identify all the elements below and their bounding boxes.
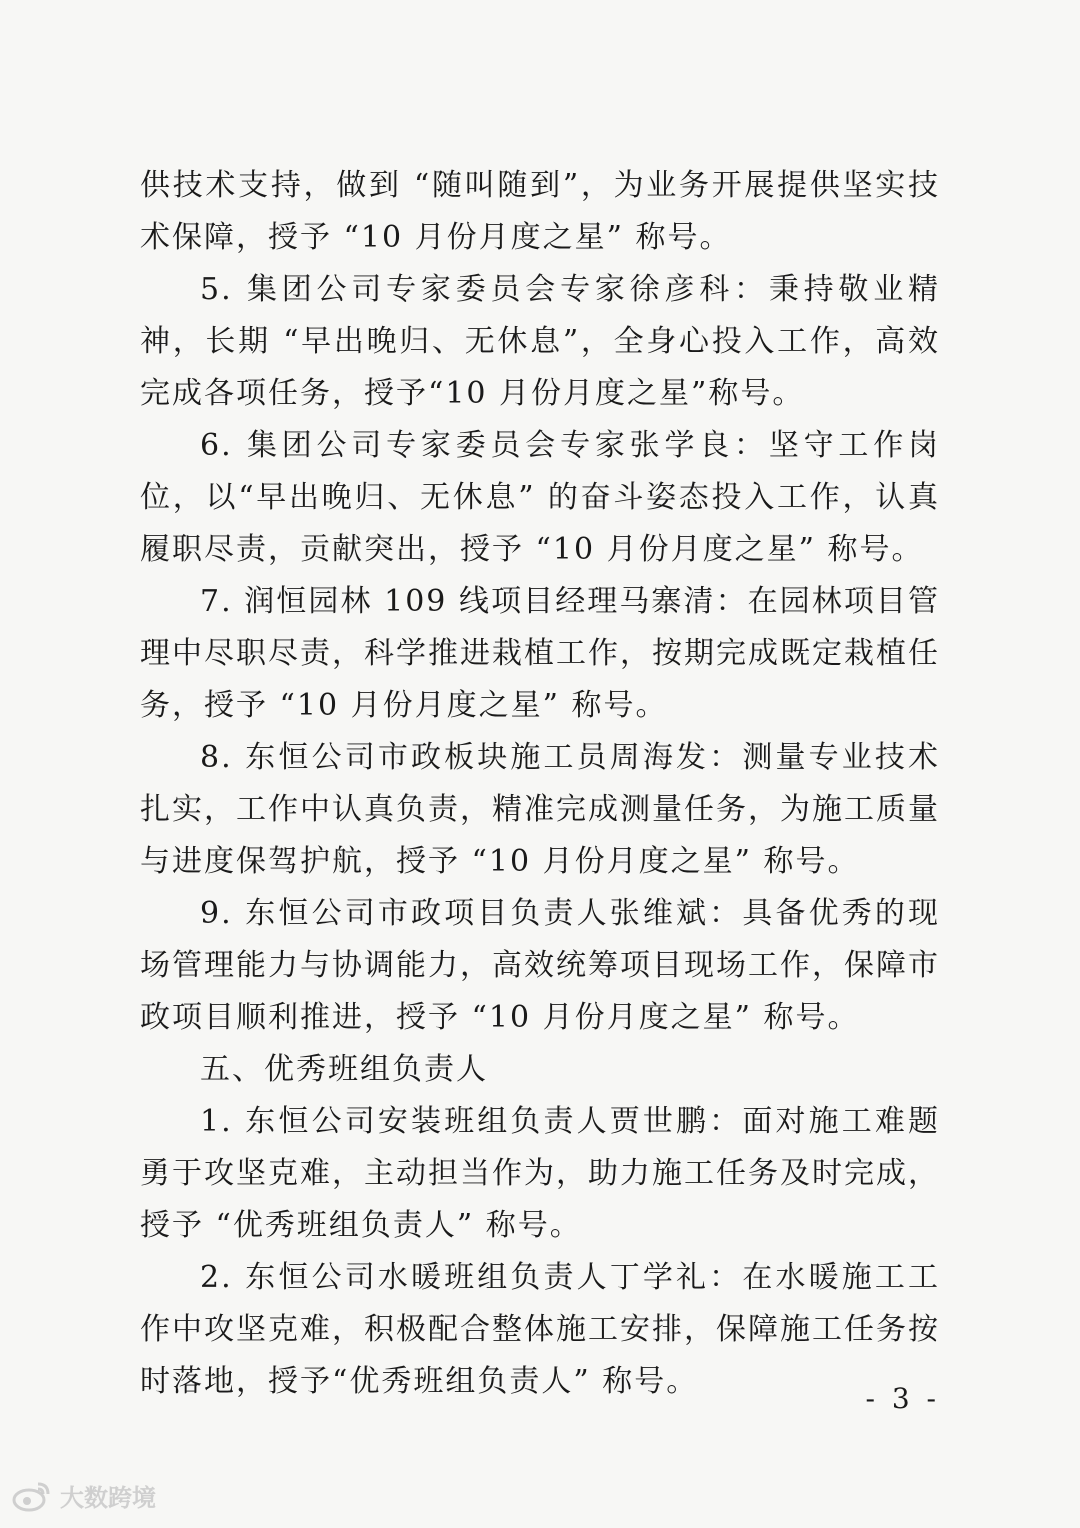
paragraph-team-leader-2: 2. 东恒公司水暖班组负责人丁学礼：在水暖施工工作中攻坚克难，积极配合整体施工安排，保障施工任务按时落地，授予“优秀班组负责人” 称号。 [140,1260,940,1399]
document-body [140,160,940,1408]
paragraph-item-7: 7. 润恒园林 109 线项目经理马寨清：在园林项目管理中尽职尽责，科学推进栽植工作，按期完成既定栽植任务，授予 “10 月份月度之星” 称号。 [140,584,940,723]
paragraph-item-8: 8. 东恒公司市政板块施工员周海发：测量专业技术扎实，工作中认真负责，精准完成测量任务，为施工质量与进度保驾护航，授予 “10 月份月度之星” 称号。 [140,740,940,879]
paragraph-item-5: 5. 集团公司专家委员会专家徐彦科：秉持敬业精神，长期 “早出晚归、无休息”，全身心投入工作，高效完成各项任务，授予“10 月份月度之星”称号。 [140,272,940,411]
watermark [12,1478,156,1513]
paragraph-item-9: 9. 东恒公司市政项目负责人张维斌：具备优秀的现场管理能力与协调能力，高效统筹项目现场工作，保障市政项目顺利推进，授予 “10 月份月度之星” 称号。 [140,896,940,1035]
weibo-icon [12,1480,52,1512]
paragraph-team-leader-1: 1. 东恒公司安装班组负责人贾世鹏：面对施工难题勇于攻坚克难，主动担当作为，助力施工任务及时完成，授予 “优秀班组负责人” 称号。 [140,1104,940,1243]
section-heading: 五、优秀班组负责人 [200,1052,488,1087]
page-number: - 3 - [865,1382,940,1415]
paragraph-item-6: 6. 集团公司专家委员会专家张学良：坚守工作岗位，以“早出晚归、无休息” 的奋斗姿态投入工作，认真履职尽责，贡献突出，授予 “10 月份月度之星” 称号。 [140,428,940,567]
watermark-text: 大数跨境 [60,1484,156,1512]
paragraph-continuation: 供技术支持，做到 “随叫随到”，为业务开展提供坚实技术保障，授予 “10 月份月度之星” 称号。 [140,168,940,255]
